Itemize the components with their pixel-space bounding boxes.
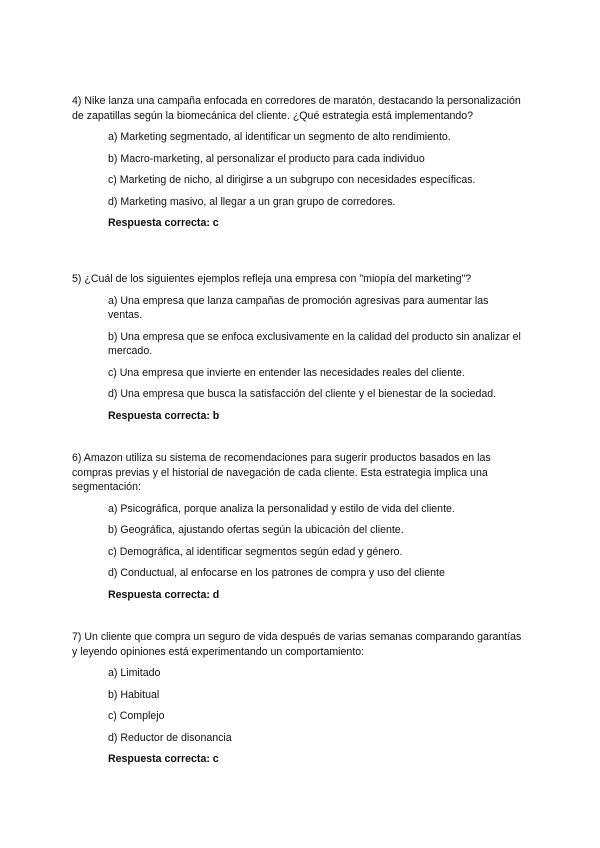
option-b: b) Macro-marketing, al personalizar el producto para cada individuo: [108, 152, 425, 165]
correct-answer: Respuesta correcta: b: [108, 409, 220, 422]
question-6: [72, 451, 522, 602]
option-d: d) Reductor de disonancia: [108, 731, 232, 744]
question-7: [72, 630, 522, 767]
correct-answer: Respuesta correcta: d: [108, 588, 220, 601]
option-b: b) Una empresa que se enfoca exclusivamente en la calidad del producto sin analizar el mercado.: [108, 330, 521, 357]
option-d: d) Marketing masivo, al llegar a un gran grupo de corredores.: [108, 195, 396, 208]
option-a: a) Psicográfica, porque analiza la personalidad y estilo de vida del cliente.: [108, 502, 455, 515]
correct-answer: Respuesta correcta: c: [108, 753, 219, 765]
option-a: a) Una empresa que lanza campañas de promoción agresivas para aumentar las ventas.: [108, 294, 489, 321]
option-b: b) Geográfica, ajustando ofertas según la ubicación del cliente.: [108, 524, 404, 536]
question-text: 4) Nike lanza una campaña enfocada en corredores de maratón, destacando la personalización de zapatillas según la biomecánica del cliente. ¿Qué estrategia está implementando?: [72, 95, 521, 122]
question-text: 6) Amazon utiliza su sistema de recomendaciones para sugerir productos basados en las compras previas y el historial de navegación de cada cliente. Esta estrategia implica una segmentación:: [72, 452, 491, 493]
question-5: [72, 272, 522, 423]
option-d: d) Conductual, al enfocarse en los patrones de compra y uso del cliente: [108, 567, 445, 579]
option-d: d) Una empresa que busca la satisfacción del cliente y el bienestar de la sociedad.: [108, 388, 497, 400]
option-c: c) Una empresa que invierte en entender las necesidades reales del cliente.: [108, 366, 465, 379]
option-c: c) Complejo: [108, 710, 165, 722]
option-b: b) Habitual: [108, 688, 160, 701]
question-text: 5) ¿Cuál de los siguientes ejemplos refleja una empresa con "miopía del marketing"?: [72, 273, 472, 285]
question-4: [72, 94, 522, 231]
option-c: c) Marketing de nicho, al dirigirse a un subgrupo con necesidades específicas.: [108, 174, 476, 186]
option-c: c) Demográfica, al identificar segmentos según edad y género.: [108, 545, 403, 558]
option-a: a) Marketing segmentado, al identificar un segmento de alto rendimiento.: [108, 131, 451, 143]
option-a: a) Limitado: [108, 667, 161, 679]
question-text: 7) Un cliente que compra un seguro de vida después de varias semanas comparando garantías y leyendo opiniones está experimentando un comportamiento:: [72, 631, 522, 658]
correct-answer: Respuesta correcta: c: [108, 217, 219, 229]
